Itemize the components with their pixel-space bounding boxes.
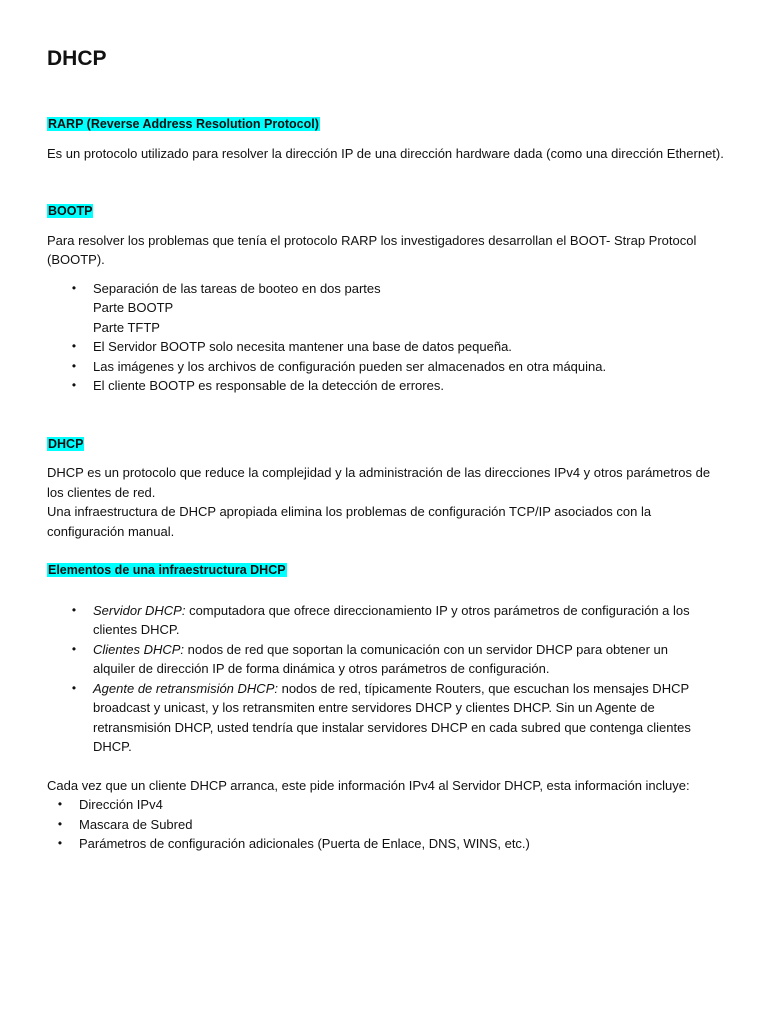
bootp-paragraph: Para resolver los problemas que tenía el protocolo RARP los investigadores desarrollan el BOOT- Strap Protocol (BOOTP).	[47, 232, 697, 267]
elements-list	[47, 601, 727, 757]
dhcp-heading: DHCP	[48, 436, 84, 451]
bootp-list	[47, 279, 727, 396]
list-item: • Agente de retransmisión DHCP: nodos de red, típicamente Routers, que escuchan los mensajes DHCP broadcast y unicast, y los retransmiten entre servidores DHCP y clientes DHCP. Sin un Agente de retransmisión DHCP, usted tendría que instalar servidores DHCP en cada subred que contenga clientes DHCP.	[47, 679, 727, 757]
list-item: • Dirección IPv4	[47, 795, 727, 815]
bullet-icon: •	[57, 797, 63, 811]
rarp-section-heading	[47, 114, 727, 135]
bullet-icon: •	[71, 680, 77, 695]
sub-list-item: Parte BOOTP	[93, 300, 174, 315]
bullet-icon: •	[57, 836, 63, 850]
bullet-icon: •	[71, 641, 77, 656]
dhcp-section-heading	[47, 434, 727, 455]
elements-heading: Elementos de una infraestructura DHCP	[48, 563, 286, 577]
bootp-heading: BOOTP	[48, 204, 93, 218]
list-item: • Clientes DHCP: nodos de red que soportan la comunicación con un servidor DHCP para obtener un alquiler de dirección IP de forma dinámica y otros parámetros de configuración.	[47, 640, 727, 679]
bullet-icon: •	[71, 339, 77, 353]
page-title: DHCP	[47, 47, 107, 70]
rarp-heading: RARP (Reverse Address Resolution Protocol)	[48, 117, 319, 131]
dhcp-paragraph-2: Una infraestructura de DHCP apropiada elimina los problemas de configuración TCP/IP asociados con la configuración manual.	[47, 504, 652, 539]
list-item: • Servidor DHCP: computadora que ofrece direccionamiento IP y otros parámetros de configuración a los clientes DHCP.	[47, 601, 727, 640]
list-item: • El cliente BOOTP es responsable de la detección de errores.	[47, 376, 727, 396]
dhcp-paragraph-1: DHCP es un protocolo que reduce la complejidad y la administración de las direcciones IPv4 y otros parámetros de los clientes de red.	[47, 465, 711, 500]
list-item: • Mascara de Subred	[47, 815, 727, 835]
list-item: • Las imágenes y los archivos de configuración pueden ser almacenados en otra máquina.	[47, 357, 727, 377]
term-label: Agente de retransmisión DHCP:	[93, 680, 278, 696]
bullet-icon: •	[71, 602, 77, 617]
bullet-icon: •	[71, 280, 77, 295]
bootp-section-heading	[47, 201, 727, 222]
closing-list	[47, 795, 727, 854]
bullet-icon: •	[57, 816, 63, 831]
document-page	[47, 44, 727, 854]
bullet-icon: •	[71, 378, 77, 392]
elements-section-heading	[47, 560, 727, 581]
term-label: Clientes DHCP:	[93, 641, 185, 657]
list-item: • Parámetros de configuración adicionales (Puerta de Enlace, DNS, WINS, etc.)	[47, 834, 727, 854]
sub-list-item: Parte TFTP	[93, 319, 160, 335]
term-label: Servidor DHCP:	[93, 602, 186, 618]
closing-paragraph: Cada vez que un cliente DHCP arranca, este pide información IPv4 al Servidor DHCP, esta información incluye:	[47, 777, 690, 793]
list-item: • El Servidor BOOTP solo necesita mantener una base de datos pequeña.	[47, 337, 727, 357]
rarp-paragraph: Es un protocolo utilizado para resolver la dirección IP de una dirección hardware dada (como una dirección Ethernet).	[47, 145, 724, 161]
bullet-icon: •	[71, 358, 77, 373]
list-item: • Separación de las tareas de booteo en dos partes	[47, 279, 727, 299]
